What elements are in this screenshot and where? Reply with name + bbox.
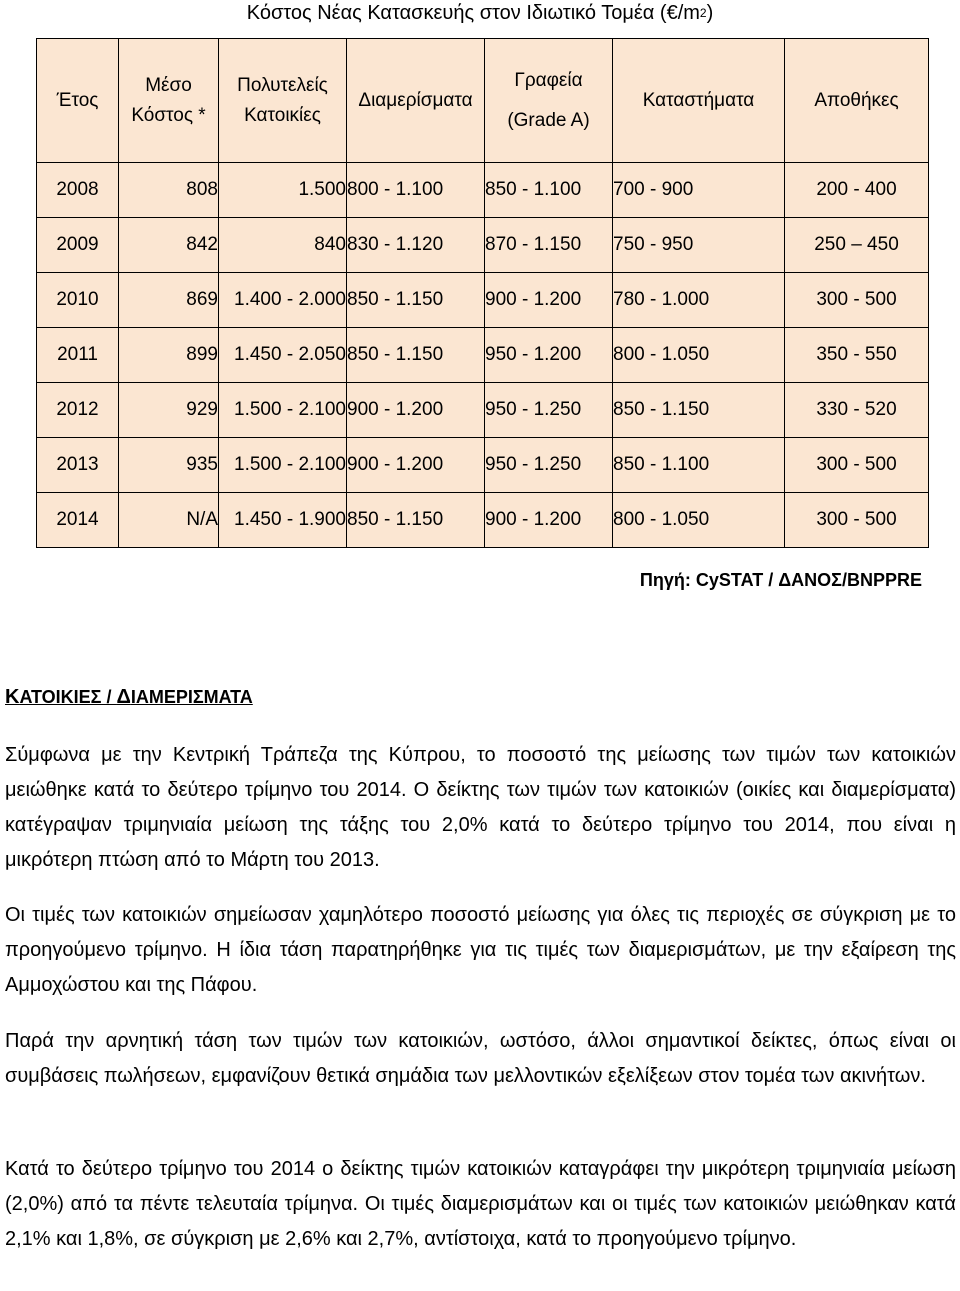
cell-storage: 300 - 500: [785, 493, 929, 548]
cell-shops: 700 - 900: [613, 163, 785, 218]
cell-apartments: 800 - 1.100: [347, 163, 485, 218]
cell-apartments: 830 - 1.120: [347, 218, 485, 273]
cell-average-cost: 935: [119, 438, 219, 493]
cell-offices: 950 - 1.200: [485, 328, 613, 383]
cell-year: 2009: [37, 218, 119, 273]
paragraph-4: Κατά το δεύτερο τρίμηνο του 2014 ο δείκτης τιμών κατοικιών καταγράφει την μικρότερη τριμηνιαία μείωση (2,0%) από τα πέντε τελευταία τρίμηνα. Οι τιμές διαμερισμάτων και οι τιμές των κατοικιών μειώθηκαν κατά 2,1% και 1,8%, σε σύγκριση με 2,6% και 2,7%, αντίστοιχα, κατά το προηγούμενο τρίμηνο.: [5, 1158, 956, 1250]
cell-luxury-homes: 840: [219, 218, 347, 273]
cell-average-cost: 842: [119, 218, 219, 273]
cell-apartments: 850 - 1.150: [347, 273, 485, 328]
header-average-cost: Μέσο Κόστος *: [119, 39, 219, 163]
cell-year: 2014: [37, 493, 119, 548]
page-title-text: Κόστος Νέας Κατασκευής στον Ιδιωτικό Τομέα (€/m: [246, 2, 700, 24]
cell-average-cost: N/A: [119, 493, 219, 548]
cell-offices: 900 - 1.200: [485, 493, 613, 548]
table-row: [37, 218, 929, 273]
header-storage: Αποθήκες: [785, 39, 929, 163]
cell-apartments: 900 - 1.200: [347, 438, 485, 493]
cell-offices: 900 - 1.200: [485, 273, 613, 328]
cell-year: 2010: [37, 273, 119, 328]
cell-average-cost: 808: [119, 163, 219, 218]
paragraph-1: Σύμφωνα με την Κεντρική Τράπεζα της Κύπρου, το ποσοστό της μείωσης των τιμών των κατοικιών μειώθηκε κατά το δεύτερο τρίμηνο του 2014. Ο δείκτης των τιμών των κατοικιών (οικίες και διαμερίσματα) κατέγραψαν τριμηνιαία μείωση της τάξης του 2,0% κατά το δεύτερο τρίμηνο του 2014, που είναι η μικρότερη πτώση από το Μάρτη του 2013.: [5, 744, 956, 871]
cell-luxury-homes: 1.500: [219, 163, 347, 218]
cell-average-cost: 899: [119, 328, 219, 383]
table-header-row: [37, 39, 929, 163]
cell-storage: 350 - 550: [785, 328, 929, 383]
cell-offices: 850 - 1.100: [485, 163, 613, 218]
table-row: [37, 273, 929, 328]
cell-storage: 300 - 500: [785, 438, 929, 493]
page-title-superscript: 2: [699, 6, 707, 20]
cell-apartments: 850 - 1.150: [347, 328, 485, 383]
table-row: [37, 493, 929, 548]
cell-average-cost: 869: [119, 273, 219, 328]
cell-year: 2012: [37, 383, 119, 438]
header-apartments: Διαμερίσματα: [347, 39, 485, 163]
table-row: [37, 383, 929, 438]
cell-storage: 300 - 500: [785, 273, 929, 328]
section-heading: ΚΑΤΟΙΚΙΕΣ / ΔΙΑΜΕΡΙΣΜΑΤΑ: [5, 686, 253, 708]
cell-year: 2013: [37, 438, 119, 493]
header-luxury-homes: Πολυτελείς Κατοικίες: [219, 39, 347, 163]
cell-shops: 800 - 1.050: [613, 328, 785, 383]
cell-shops: 850 - 1.150: [613, 383, 785, 438]
table-row: [37, 438, 929, 493]
paragraph-3: Παρά την αρνητική τάση των τιμών των κατοικιών, ωστόσο, άλλοι σημαντικοί δείκτες, όπως είναι οι συμβάσεις πωλήσεων, εμφανίζουν θετικά σημάδια των μελλοντικών εξελίξεων στον τομέα των ακινήτων.: [5, 1030, 956, 1087]
cell-apartments: 850 - 1.150: [347, 493, 485, 548]
cell-offices: 950 - 1.250: [485, 438, 613, 493]
page-title-close: ): [706, 2, 714, 24]
page-title: [0, 0, 960, 26]
cell-shops: 780 - 1.000: [613, 273, 785, 328]
paragraph-2: Οι τιμές των κατοικιών σημείωσαν χαμηλότερο ποσοστό μείωσης για όλες τις περιοχές σε σύγκριση με το προηγούμενο τρίμηνο. Η ίδια τάση παρατηρήθηκε για τις τιμές των διαμερισμάτων, με την εξαίρεση της Αμμοχώστου και της Πάφου.: [5, 904, 956, 996]
cell-storage: 330 - 520: [785, 383, 929, 438]
cell-apartments: 900 - 1.200: [347, 383, 485, 438]
cell-shops: 850 - 1.100: [613, 438, 785, 493]
table-row: [37, 163, 929, 218]
table-row: [37, 328, 929, 383]
cell-year: 2008: [37, 163, 119, 218]
cell-offices: 950 - 1.250: [485, 383, 613, 438]
cell-year: 2011: [37, 328, 119, 383]
cell-luxury-homes: 1.400 - 2.000: [219, 273, 347, 328]
source-note: Πηγή: CySTAT / ΔΑΝΟΣ/BNPPRE: [639, 570, 922, 590]
cell-storage: 250 – 450: [785, 218, 929, 273]
cell-storage: 200 - 400: [785, 163, 929, 218]
header-year: Έτος: [37, 39, 119, 163]
cell-luxury-homes: 1.500 - 2.100: [219, 438, 347, 493]
cell-average-cost: 929: [119, 383, 219, 438]
cell-luxury-homes: 1.500 - 2.100: [219, 383, 347, 438]
cell-luxury-homes: 1.450 - 2.050: [219, 328, 347, 383]
header-offices: Γραφεία (Grade A): [485, 39, 613, 163]
cell-offices: 870 - 1.150: [485, 218, 613, 273]
construction-cost-table: [36, 38, 929, 548]
cell-shops: 800 - 1.050: [613, 493, 785, 548]
header-shops: Καταστήματα: [613, 39, 785, 163]
cell-shops: 750 - 950: [613, 218, 785, 273]
cell-luxury-homes: 1.450 - 1.900: [219, 493, 347, 548]
